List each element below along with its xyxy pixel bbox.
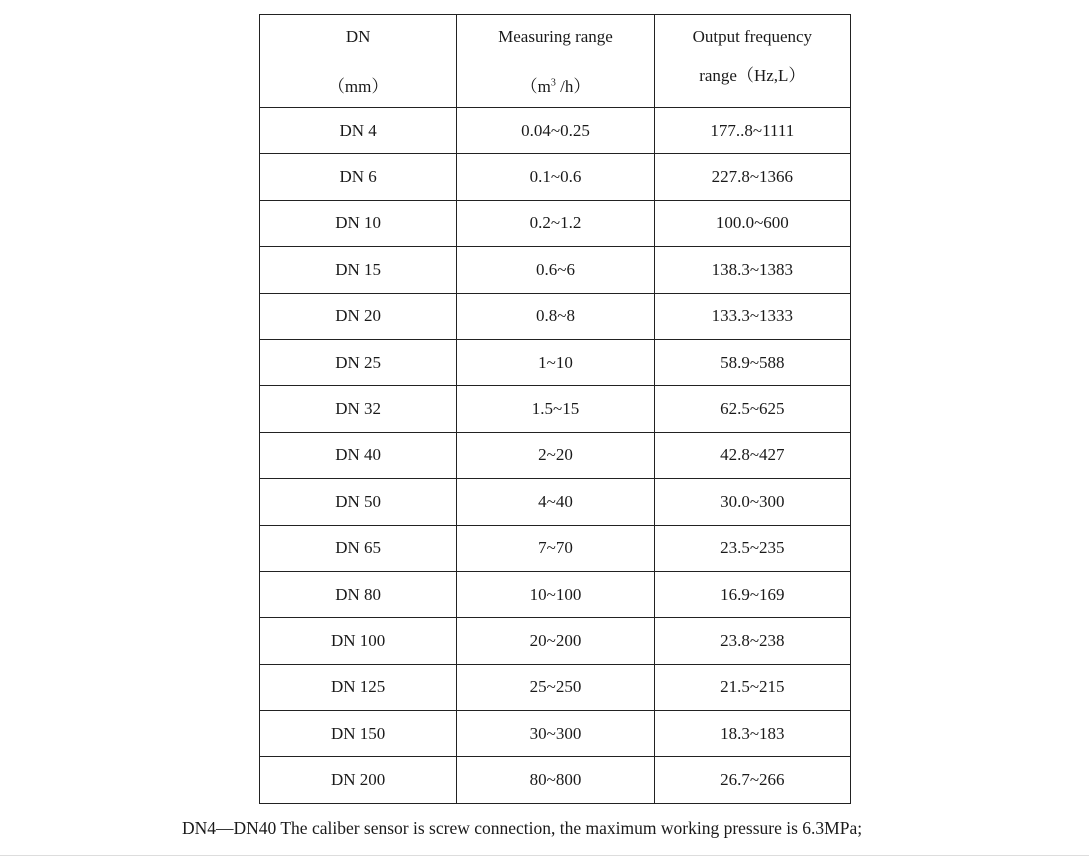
cell-measuring-range: 0.04~0.25 — [457, 108, 654, 154]
cell-dn: DN 200 — [260, 757, 457, 803]
cell-output-frequency: 227.8~1366 — [654, 154, 850, 200]
cell-dn: DN 150 — [260, 711, 457, 757]
table-row — [260, 525, 851, 571]
cell-dn: DN 50 — [260, 479, 457, 525]
table-row — [260, 108, 851, 154]
cell-output-frequency: 177..8~1111 — [654, 108, 850, 154]
cell-measuring-range: 0.2~1.2 — [457, 200, 654, 246]
cell-dn: DN 20 — [260, 293, 457, 339]
table-row — [260, 479, 851, 525]
header-dn-line2: （mm） — [327, 77, 389, 96]
table-header-row — [260, 15, 851, 108]
header-range-unit-pre: （m — [520, 77, 551, 96]
table-row — [260, 571, 851, 617]
header-output-frequency — [654, 15, 850, 108]
cell-measuring-range: 10~100 — [457, 571, 654, 617]
header-measuring-range — [457, 15, 654, 108]
cell-output-frequency: 42.8~427 — [654, 432, 850, 478]
cell-dn: DN 100 — [260, 618, 457, 664]
cell-measuring-range: 1.5~15 — [457, 386, 654, 432]
cell-output-frequency: 23.8~238 — [654, 618, 850, 664]
table-row — [260, 339, 851, 385]
table-row — [260, 711, 851, 757]
table-body — [260, 108, 851, 804]
cell-measuring-range: 0.6~6 — [457, 247, 654, 293]
header-range-unit-post: /h） — [555, 77, 591, 96]
cell-output-frequency: 21.5~215 — [654, 664, 850, 710]
cell-output-frequency: 18.3~183 — [654, 711, 850, 757]
spec-table — [259, 14, 851, 804]
cell-dn: DN 80 — [260, 571, 457, 617]
cell-measuring-range: 4~40 — [457, 479, 654, 525]
cell-dn: DN 15 — [260, 247, 457, 293]
table-row — [260, 757, 851, 803]
cell-measuring-range: 25~250 — [457, 664, 654, 710]
cell-measuring-range: 80~800 — [457, 757, 654, 803]
cell-output-frequency: 16.9~169 — [654, 571, 850, 617]
cell-measuring-range: 0.8~8 — [457, 293, 654, 339]
cell-dn: DN 65 — [260, 525, 457, 571]
cell-output-frequency: 138.3~1383 — [654, 247, 850, 293]
cell-dn: DN 6 — [260, 154, 457, 200]
cell-output-frequency: 100.0~600 — [654, 200, 850, 246]
cell-output-frequency: 26.7~266 — [654, 757, 850, 803]
cell-dn: DN 40 — [260, 432, 457, 478]
cell-output-frequency: 23.5~235 — [654, 525, 850, 571]
cell-measuring-range: 1~10 — [457, 339, 654, 385]
footnote: DN4—DN40 The caliber sensor is screw connection, the maximum working pressure is 6.3MPa; — [182, 818, 863, 838]
cell-measuring-range: 30~300 — [457, 711, 654, 757]
cell-dn: DN 25 — [260, 339, 457, 385]
cell-dn: DN 32 — [260, 386, 457, 432]
cell-dn: DN 4 — [260, 108, 457, 154]
cell-measuring-range: 0.1~0.6 — [457, 154, 654, 200]
table-row — [260, 247, 851, 293]
table-row — [260, 664, 851, 710]
table-row — [260, 200, 851, 246]
header-range-line1: Measuring range — [498, 27, 613, 46]
cell-output-frequency: 58.9~588 — [654, 339, 850, 385]
header-freq-line1: Output frequency — [692, 27, 813, 46]
cell-measuring-range: 2~20 — [457, 432, 654, 478]
table-row — [260, 432, 851, 478]
cell-output-frequency: 62.5~625 — [654, 386, 850, 432]
table-row — [260, 386, 851, 432]
cell-output-frequency: 30.0~300 — [654, 479, 850, 525]
cell-measuring-range: 7~70 — [457, 525, 654, 571]
header-freq-line2: range（Hz,L） — [699, 66, 806, 85]
header-dn — [260, 15, 457, 108]
header-range-unit-sup: 3 — [550, 77, 556, 89]
table-row — [260, 154, 851, 200]
header-range-line2 — [457, 72, 653, 97]
cell-dn: DN 10 — [260, 200, 457, 246]
table-row — [260, 618, 851, 664]
table-row — [260, 293, 851, 339]
header-dn-line1: DN — [345, 27, 371, 46]
cell-dn: DN 125 — [260, 664, 457, 710]
cell-measuring-range: 20~200 — [457, 618, 654, 664]
cell-output-frequency: 133.3~1333 — [654, 293, 850, 339]
